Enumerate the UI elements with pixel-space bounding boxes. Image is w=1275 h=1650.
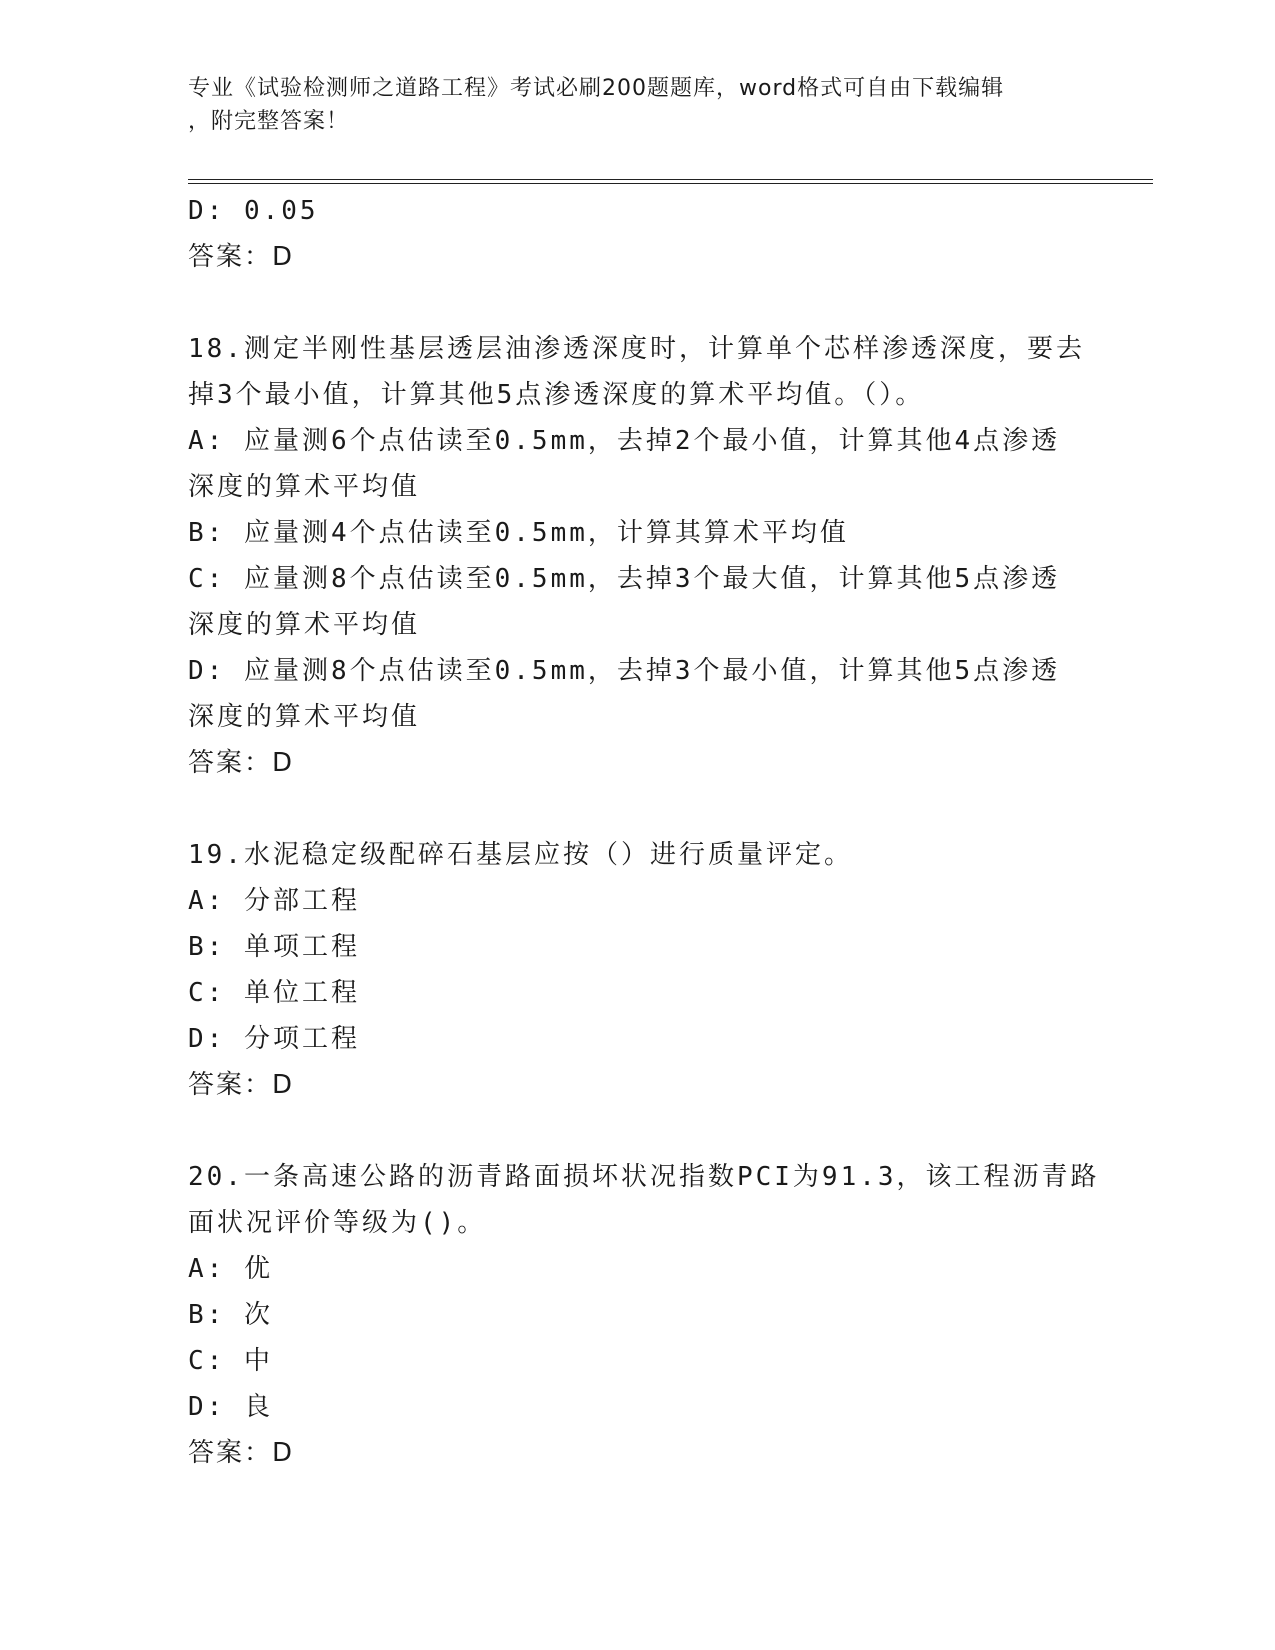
question-20-stem-line-2: 面状况评价等级为()。 xyxy=(188,1208,487,1238)
question-18-stem-line-1: 18.测定半刚性基层透层油渗透深度时，计算单个芯样渗透深度，要去 xyxy=(188,334,1085,364)
document-header xyxy=(188,72,1088,138)
question-18-option-b: B: 应量测4个点估读至0.5mm，计算其算术平均值 xyxy=(188,518,849,548)
question-19-option-c: C: 单位工程 xyxy=(188,978,360,1008)
question-20-stem-line-1: 20.一条高速公路的沥青路面损坏状况指数PCI为91.3，该工程沥青路 xyxy=(188,1162,1100,1192)
question-20-option-b: B: 次 xyxy=(188,1300,273,1330)
question-18-option-d-line-2: 深度的算术平均值 xyxy=(188,702,421,732)
question-20 xyxy=(188,1154,1100,1476)
question-18-stem-line-2: 掉3个最小值，计算其他5点渗透深度的算术平均值。（）。 xyxy=(188,380,925,410)
spacer xyxy=(188,1108,1088,1154)
question-19 xyxy=(188,832,1088,1108)
question-18 xyxy=(188,326,1088,786)
question-18-option-a-line-1: A: 应量测6个点估读至0.5mm，去掉2个最小值，计算其他4点渗透 xyxy=(188,426,1061,456)
question-19-option-d: D: 分项工程 xyxy=(188,1024,360,1054)
header-rule-top xyxy=(188,179,1153,180)
prev-answer: 答案：D xyxy=(188,242,295,272)
question-18-option-c-line-1: C: 应量测8个点估读至0.5mm，去掉3个最大值，计算其他5点渗透 xyxy=(188,564,1061,594)
question-19-option-a: A: 分部工程 xyxy=(188,886,360,916)
question-19-option-b: B: 单项工程 xyxy=(188,932,360,962)
question-list xyxy=(188,188,1100,1476)
question-20-answer: 答案：D xyxy=(188,1438,295,1468)
prev-option-d: D: 0.05 xyxy=(188,196,319,226)
spacer xyxy=(188,280,1088,326)
question-18-answer: 答案：D xyxy=(188,748,295,778)
question-20-option-a: A: 优 xyxy=(188,1254,273,1284)
header-title-line-2: ，附完整答案！ xyxy=(188,109,350,134)
question-19-answer: 答案：D xyxy=(188,1070,295,1100)
question-19-stem: 19.水泥稳定级配碎石基层应按（）进行质量评定。 xyxy=(188,840,853,870)
question-20-option-d: D: 良 xyxy=(188,1392,273,1422)
header-title-line-1: 专业《试验检测师之道路工程》考试必刷200题题库，word格式可自由下载编辑 xyxy=(188,76,1005,101)
question-18-option-c-line-2: 深度的算术平均值 xyxy=(188,610,421,640)
spacer xyxy=(188,786,1088,832)
question-18-option-d-line-1: D: 应量测8个点估读至0.5mm，去掉3个最小值，计算其他5点渗透 xyxy=(188,656,1061,686)
header-rule-bottom xyxy=(188,183,1153,184)
question-20-option-c: C: 中 xyxy=(188,1346,273,1376)
question-18-option-a-line-2: 深度的算术平均值 xyxy=(188,472,421,502)
